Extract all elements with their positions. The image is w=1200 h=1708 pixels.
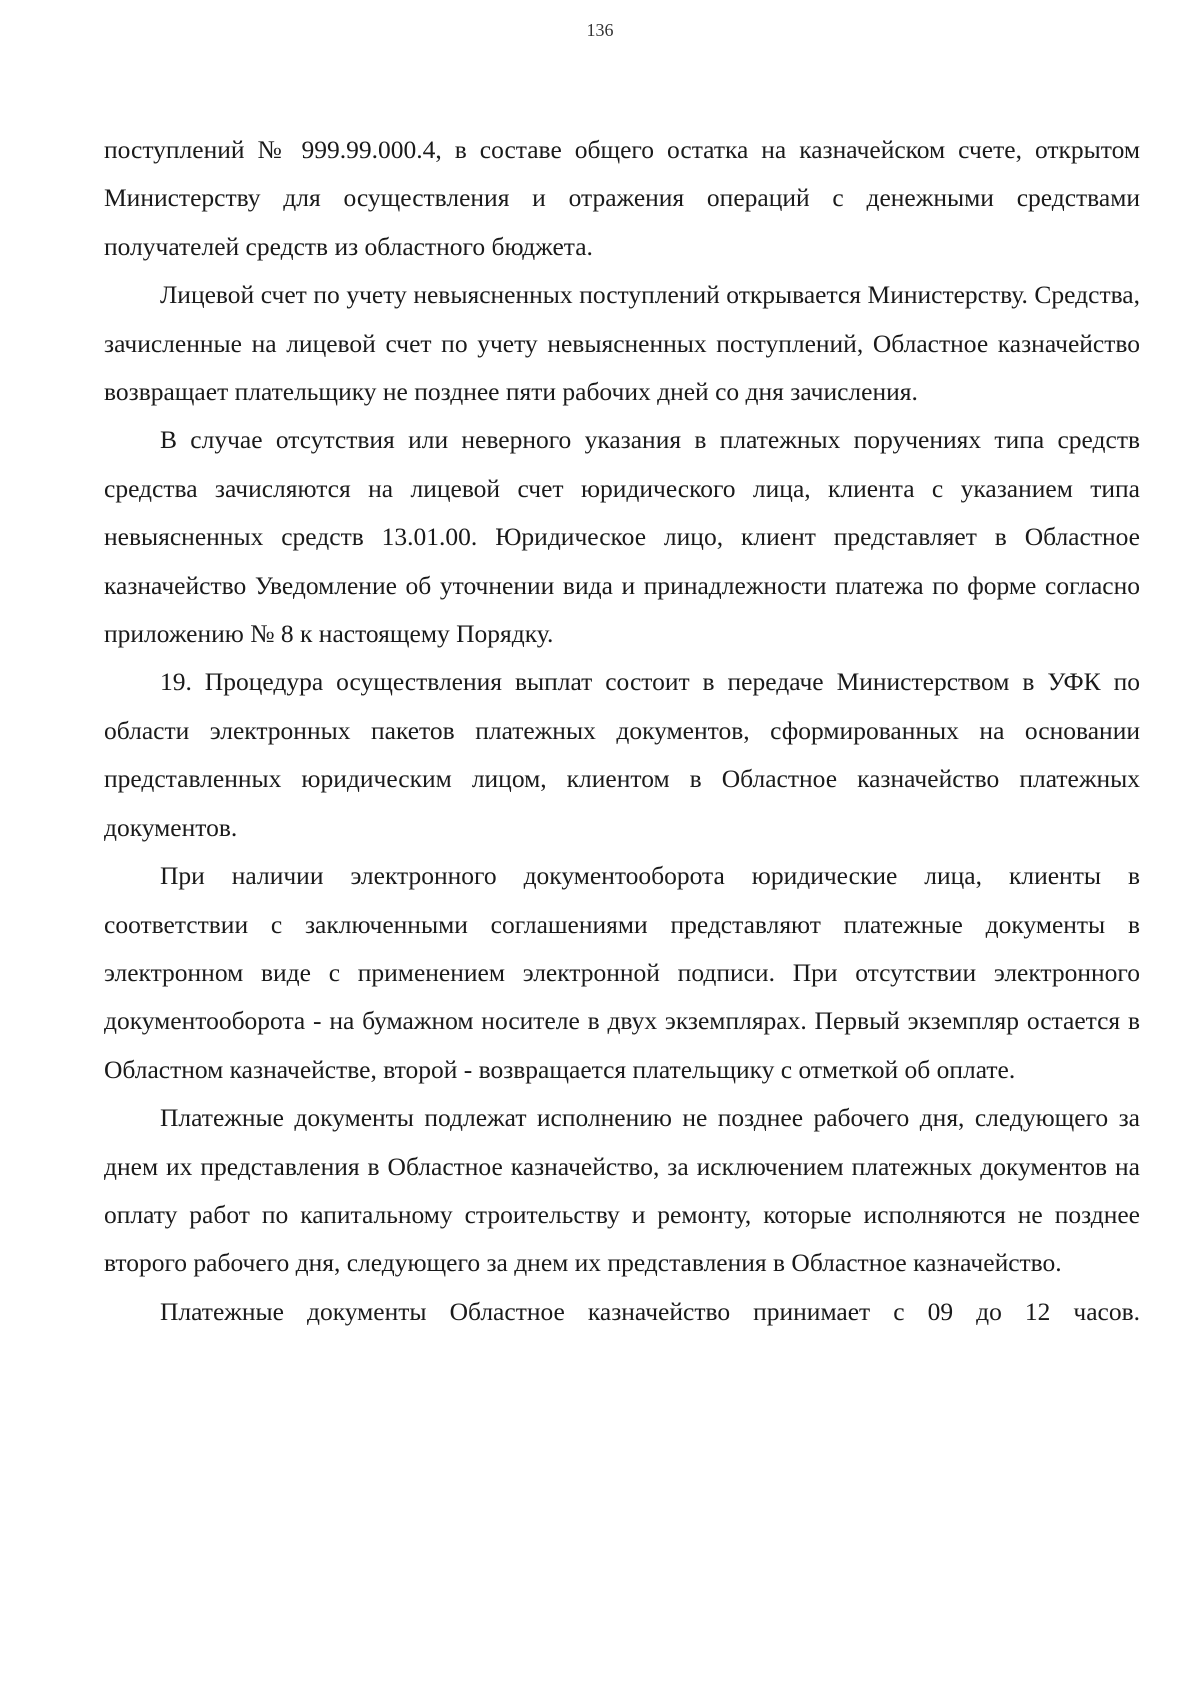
paragraph-missing-fund-type: В случае отсутствия или неверного указания в платежных поручениях типа средств средства зачисляются на лицевой счет юридического лица, клиента с указанием типа невыясненных средств 13.01.00. Юридическое лицо, клиент представляет в Областное казначейство Уведомление об уточнении вида и принадлежности платежа по форме согласно приложению № 8 к настоящему Порядку. [104, 425, 1140, 649]
paragraph-section-19-payment-procedure: 19. Процедура осуществления выплат состоит в передаче Министерством в УФК по области электронных пакетов платежных документов, сформированных на основании представленных юридическим лицом, клиентом в Областное казначейство платежных документов. [104, 667, 1140, 842]
document-body [104, 126, 1140, 1336]
paragraph-execution-deadline: Платежные документы подлежат исполнению не позднее рабочего дня, следующего за днем их представления в Областное казначейство, за исключением платежных документов на оплату работ по капитальному строительству и ремонту, которые исполняются не позднее второго рабочего дня, следующего за днем их представления в Областное казначейство. [104, 1103, 1140, 1278]
paragraph-personal-account-unexplained: Лицевой счет по учету невыясненных поступлений открывается Министерству. Средства, зачисленные на лицевой счет по учету невыясненных поступлений, Областное казначейство возвращает плательщику не позднее пяти рабочих дней со дня зачисления. [104, 280, 1140, 407]
paragraph-unexplained-receipts-account: поступлений № 999.99.000.4, в составе общего остатка на казначейском счете, открытом Министерству для осуществления и отражения операций с денежными средствами получателей средств из областного бюджета. [104, 135, 1140, 261]
page-number: 136 [586, 20, 614, 40]
paragraph-acceptance-hours: Платежные документы Областное казначейство принимает с 09 до 12 часов. [160, 1296, 1140, 1326]
paragraph-electronic-document-flow: При наличии электронного документооборота юридические лица, клиенты в соответствии с заключенными соглашениями представляют платежные документы в электронном виде с применением электронной подписи. При отсутствии электронного документооборота - на бумажном носителе в двух экземплярах. Первый экземпляр остается в Областном казначействе, второй - возвращается плательщику с отметкой об оплате. [104, 861, 1140, 1084]
